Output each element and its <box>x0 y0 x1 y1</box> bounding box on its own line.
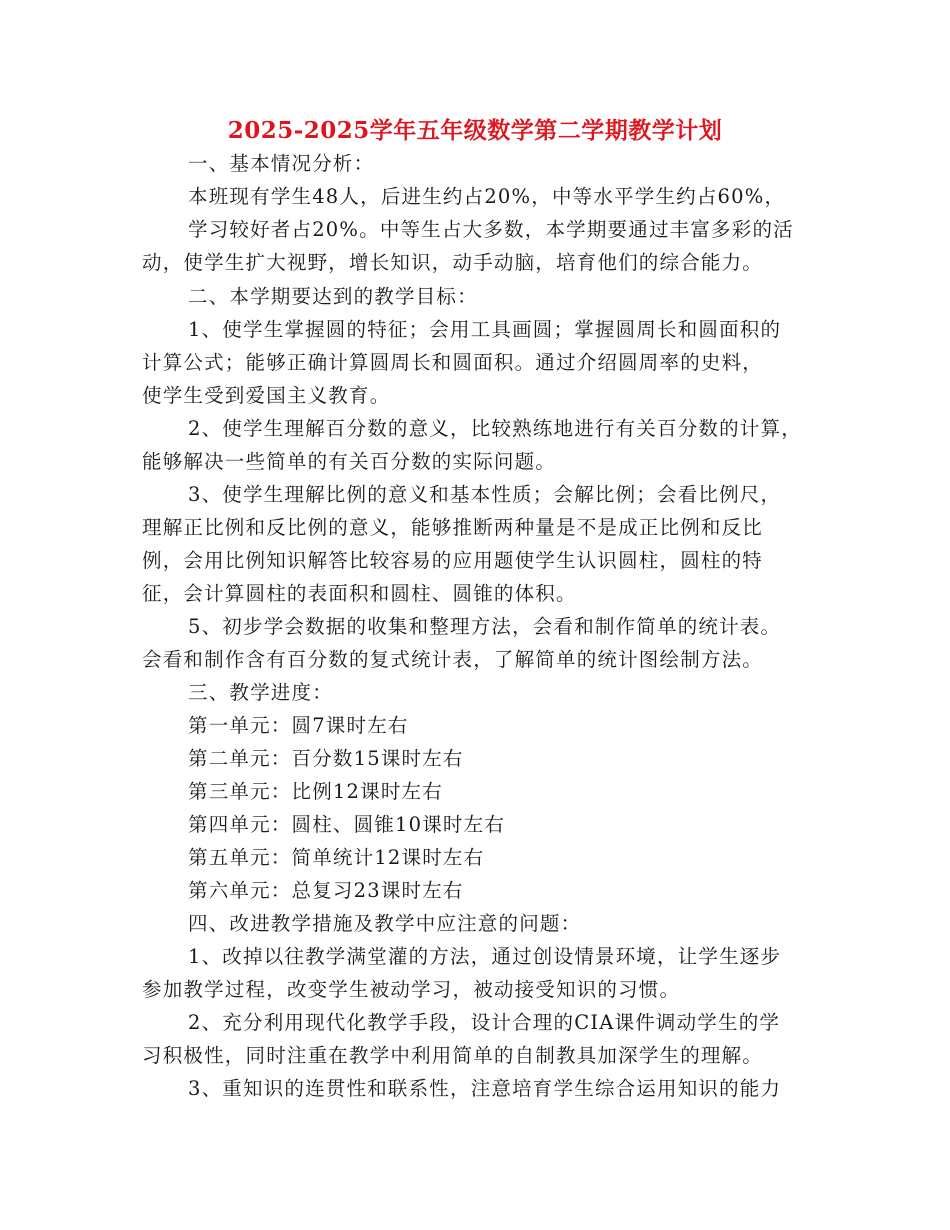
paragraph-line: 使学生受到爱国主义教育。 <box>142 384 391 407</box>
paragraph-line: 2、使学生理解百分数的意义，比较熟练地进行有关百分数的计算， <box>188 417 802 440</box>
paragraph-line: 5、初步学会数据的收集和整理方法，会看和制作简单的统计表。 <box>188 615 782 638</box>
paragraph-line: 习积极性，同时注重在教学中利用简单的自制教具加深学生的理解。 <box>142 1044 764 1067</box>
paragraph-line: 理解正比例和反比例的意义，能够推断两种量是不是成正比例和反比 <box>142 516 764 539</box>
section-heading-schedule: 三、教学进度： <box>188 681 333 704</box>
section-heading-goals: 二、本学期要达到的教学目标： <box>188 285 478 308</box>
paragraph-line: 学习较好者占20%。中等生占大多数，本学期要通过丰富多彩的活 <box>188 218 794 241</box>
section-heading-basic-situation: 一、基本情况分析： <box>188 152 375 175</box>
section-heading-measures: 四、改进教学措施及教学中应注意的问题： <box>188 912 582 935</box>
paragraph-line: 1、改掉以往教学满堂灌的方法，通过创设情景环境，让学生逐步 <box>188 945 782 968</box>
schedule-item: 第二单元：百分数15课时左右 <box>188 747 464 770</box>
schedule-item: 第五单元：简单统计12课时左右 <box>188 846 485 869</box>
paragraph-line: 征，会计算圆柱的表面积和圆柱、圆锥的体积。 <box>142 582 577 605</box>
paragraph-line: 本班现有学生48人，后进生约占20%，中等水平学生约占60%， <box>188 185 786 208</box>
paragraph-line: 参加教学过程，改变学生被动学习，被动接受知识的习惯。 <box>142 978 681 1001</box>
paragraph-line: 能够解决一些简单的有关百分数的实际问题。 <box>142 450 557 473</box>
paragraph-line: 例，会用比例知识解答比较容易的应用题使学生认识圆柱，圆柱的特 <box>142 549 764 572</box>
paragraph-line: 2、充分利用现代化教学手段，设计合理的CIA课件调动学生的学 <box>188 1011 781 1034</box>
schedule-item: 第一单元：圆7课时左右 <box>188 714 409 737</box>
paragraph-line: 3、使学生理解比例的意义和基本性质；会解比例；会看比例尺， <box>188 483 782 506</box>
schedule-item: 第三单元：比例12课时左右 <box>188 780 443 803</box>
paragraph-line: 会看和制作含有百分数的复式统计表，了解简单的统计图绘制方法。 <box>142 648 764 671</box>
schedule-item: 第六单元：总复习23课时左右 <box>188 879 464 902</box>
paragraph-line: 3、重知识的连贯性和联系性，注意培育学生综合运用知识的能力 <box>188 1077 782 1100</box>
paragraph-line: 1、使学生掌握圆的特征；会用工具画圆；掌握圆周长和圆面积的 <box>188 318 782 341</box>
paragraph-line: 动，使学生扩大视野，增长知识，动手动脑，培育他们的综合能力。 <box>142 251 764 274</box>
schedule-item: 第四单元：圆柱、圆锥10课时左右 <box>188 813 506 836</box>
document-title: 2025-2025学年五年级数学第二学期教学计划 <box>227 117 723 144</box>
paragraph-line: 计算公式；能够正确计算圆周长和圆面积。通过介绍圆周率的史料， <box>142 351 764 374</box>
